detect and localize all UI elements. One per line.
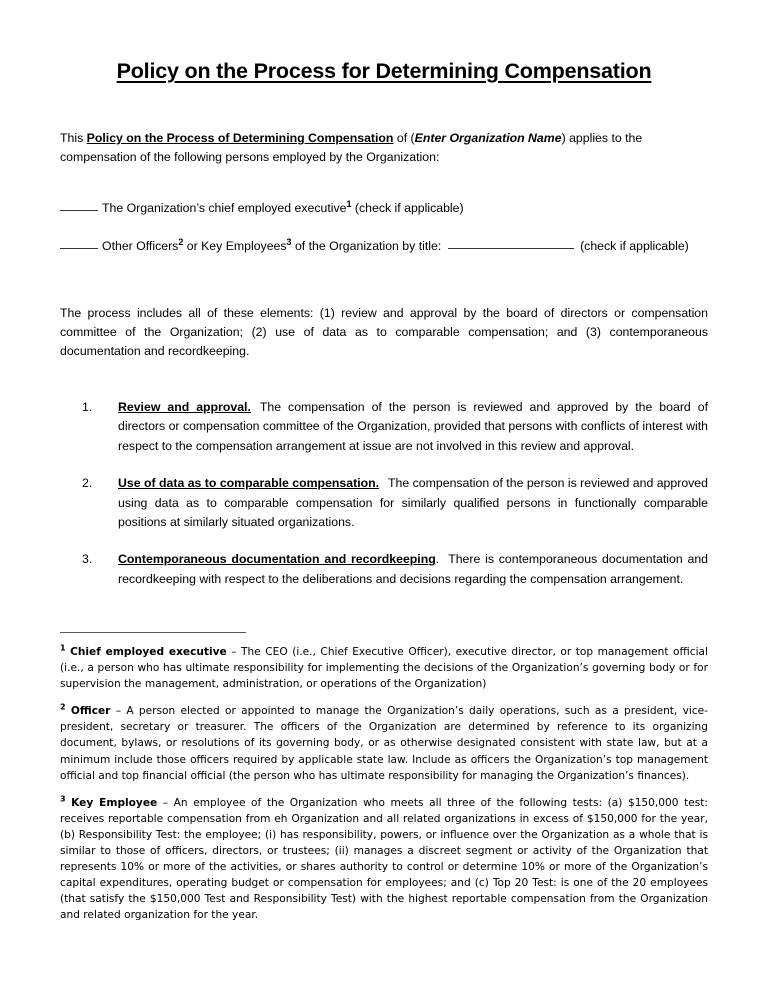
list-item-body: The compensation of the person is reviewed and approved using data as to comparable compensation for similarly qualified persons in functionally comparable positions at similarly situated organizations. — [118, 476, 708, 529]
check-line-chief-executive — [60, 199, 708, 218]
page-title — [60, 0, 708, 85]
footnote-text-2: – A person elected or appointed to manage the Organization’s daily operations, such as a president, vice-president, secretary or treasurer. The officers of the Organization are determined by reference to its organizing document, bylaws, or resolutions of its governing body, or as otherwise designated consistent with state law, but at a minimum include those officers required by applicable state law. Include as officers the Organization’s top management official and top financial official (the person who has ultimate responsibility for managing the Organization’s finances). — [60, 705, 708, 782]
list-item-body: The compensation of the person is reviewed and approved by the board of directors or compensation committee of the Organization, provided that persons with conflicts of interest with respect to the compensation arrangement at issue are not involved in this review and approval. — [118, 399, 708, 453]
footnote-ref-3: 3 — [286, 237, 292, 248]
footnote-text-3: – An employee of the Organization who meets all three of the following tests: (a) $150,000 test: receives reportable compensation from eh Organization and all related organizations in excess of $150,000 for the year, (b) Responsibility Test: the employee; (i) has responsibility, powers, or influence over the Organization as a whole that is similar to those of officers, directors, or trustees; (ii) manages a discreet segment or activity of the Organization that represents 10% or more of the activities, or shares authority to control or determine 10% or more of the Organization’s capital expenditures, operating budget or compensation for employees; and (c) Top 20 Test: is one of the 20 employees (that satisfy the $150,000 Test and Responsibility Test) with the highest reportable compensation from the Organization and related organization for the year. — [60, 796, 708, 922]
list-item-lead: Review and approval. — [118, 399, 251, 414]
footnote-marker-1: 1 — [60, 643, 66, 653]
list-item-number: 2. — [82, 476, 93, 491]
footnote-2 — [60, 703, 708, 783]
footnotes-section — [60, 632, 708, 924]
intro-mid: of ( — [393, 130, 415, 145]
check-line-officers-key-employees — [60, 237, 708, 256]
list-item-number: 3. — [82, 552, 93, 567]
title-fill-in-blank[interactable] — [448, 248, 574, 249]
footnote-ref-1: 1 — [346, 198, 352, 209]
check-line-chief-executive-text: The Organization’s chief employed executive — [102, 200, 347, 215]
intro-post: ) applies to the compensation of the following persons employed by the Organization: — [60, 130, 643, 165]
list-item — [60, 474, 708, 532]
document-body — [60, 129, 708, 589]
footnote-term-1: Chief employed executive — [70, 646, 227, 658]
footnote-marker-3: 3 — [60, 794, 66, 804]
intro-policy-name: Policy on the Process of Determining Compensation — [86, 130, 394, 145]
footnote-ref-2: 2 — [178, 237, 184, 248]
check-line-officers-text-a: Other Officers — [102, 239, 179, 254]
intro-org-placeholder: Enter Organization Name — [414, 130, 562, 145]
list-item — [60, 550, 708, 589]
footnote-separator — [60, 632, 246, 633]
check-blank-chief-executive[interactable] — [60, 210, 98, 211]
check-line-officers-text-b: or Key Employees — [183, 239, 287, 254]
list-item-lead: Contemporaneous documentation and recordkeeping — [118, 552, 436, 567]
footnote-term-3: Key Employee — [71, 796, 158, 809]
page-title-text: Policy on the Process for Determining Compensation — [116, 59, 652, 83]
list-item-number: 1. — [82, 399, 93, 414]
check-line-officers-suffix: (check if applicable) — [576, 239, 689, 254]
check-line-chief-executive-suffix: (check if applicable) — [351, 200, 464, 215]
process-elements-paragraph: The process includes all of these elements: (1) review and approval by the board of directors or compensation committee of the Organization; (2) use of data as to comparable compensation; and (3) contemporaneous documentation and recordkeeping. — [60, 305, 708, 359]
intro-paragraph — [60, 129, 708, 168]
footnote-text-1: – The CEO (i.e., Chief Executive Officer), executive director, or top management official (i.e., a person who has ultimate responsibility for implementing the decisions of the Organization’s governing body or for supervision the management, administration, or operations of the Organization) — [60, 646, 708, 691]
list-item-lead-tail: . — [435, 552, 440, 567]
intro-pre: This — [60, 130, 87, 145]
list-item-body: There is contemporaneous documentation and recordkeeping with respect to the deliberations and decisions regarding the compensation arrangement. — [118, 552, 709, 586]
process-elements-list — [60, 398, 708, 589]
footnote-3 — [60, 795, 708, 924]
footnote-1 — [60, 644, 708, 692]
footnote-term-2: Officer — [70, 705, 111, 718]
check-line-officers-text-c: of the Organization by title: — [291, 239, 445, 254]
footnote-marker-2: 2 — [60, 702, 66, 712]
list-item-lead: Use of data as to comparable compensation. — [118, 476, 380, 491]
list-item — [60, 398, 708, 456]
check-blank-officers[interactable] — [60, 248, 98, 249]
